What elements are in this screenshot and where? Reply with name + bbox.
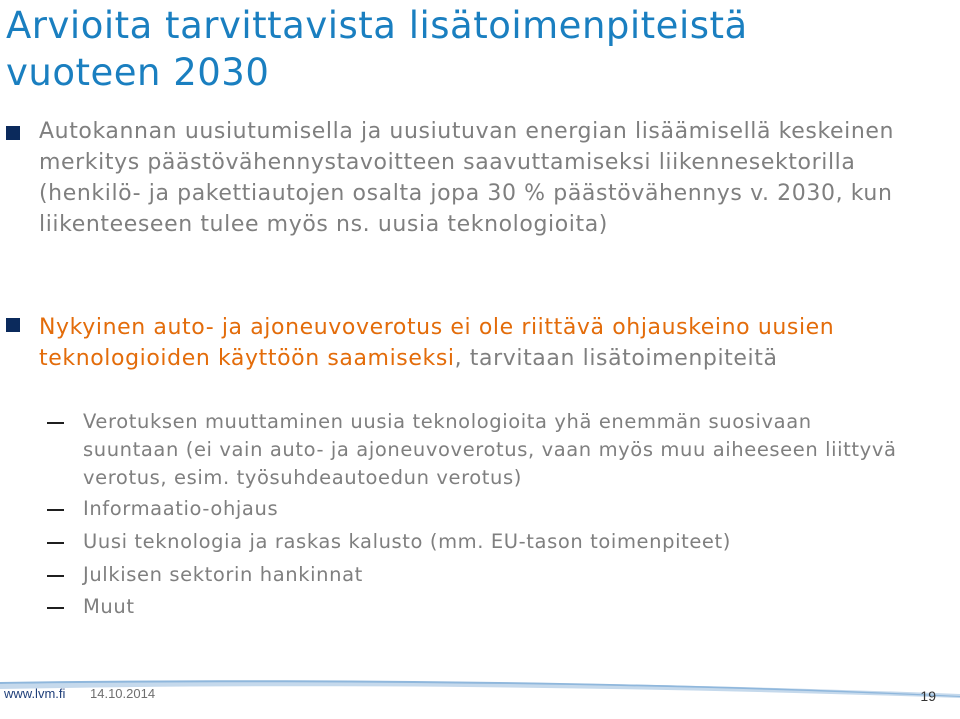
dash-bullet-icon — [47, 542, 64, 544]
dash-bullet-icon — [47, 575, 64, 577]
dash-bullet-icon — [47, 607, 64, 609]
sub-item-3: Uusi teknologia ja raskas kalusto (mm. EU-tason toimenpiteet) — [83, 530, 731, 553]
title-line-2: vuoteen 2030 — [6, 51, 270, 94]
footer-date: 14.10.2014 — [90, 686, 156, 701]
bullet-2-highlight: Nykyinen auto- ja ajoneuvoverotus ei ole riittävä ohjauskeino uusien teknologioiden käyttöön saamiseksi — [39, 315, 835, 371]
bullet-2-text — [39, 312, 919, 374]
sub-item-2: Informaatio-ohjaus — [83, 497, 279, 520]
sub-item-5: Muut — [83, 595, 135, 618]
page-number: 19 — [920, 688, 936, 704]
sub-item-4: Julkisen sektorin hankinnat — [83, 563, 363, 586]
sub-item-1: Verotuksen muuttaminen uusia teknologioita yhä enemmän suosivaan suuntaan (ei vain auto- ja ajoneuvoverotus, vaan myös muu aiheeseen liittyvä verotus, esim. työsuhdeautoedun verotus) — [83, 410, 897, 489]
title-line-1: Arvioita tarvittavista lisätoimenpiteistä — [6, 4, 748, 47]
bullet-2-rest: , tarvitaan lisätoimenpiteitä — [454, 346, 778, 371]
dash-bullet-icon — [47, 509, 64, 511]
footer-website-link[interactable]: www.lvm.fi — [4, 686, 66, 701]
slide-footer — [0, 680, 960, 719]
bullet-1-text: Autokannan uusiutumisella ja uusiutuvan energian lisäämisellä keskeinen merkitys päästövähennystavoitteen saavuttamiseksi liikennesektorilla (henkilö- ja pakettiautojen osalta jopa 30 % päästövähennys v. 2030, kun liikenteeseen tulee myös ns. uusia teknologioita) — [39, 119, 895, 237]
slide-title — [6, 2, 946, 96]
square-bullet-icon — [6, 126, 20, 140]
square-bullet-icon — [6, 318, 20, 332]
dash-bullet-icon — [47, 422, 64, 424]
